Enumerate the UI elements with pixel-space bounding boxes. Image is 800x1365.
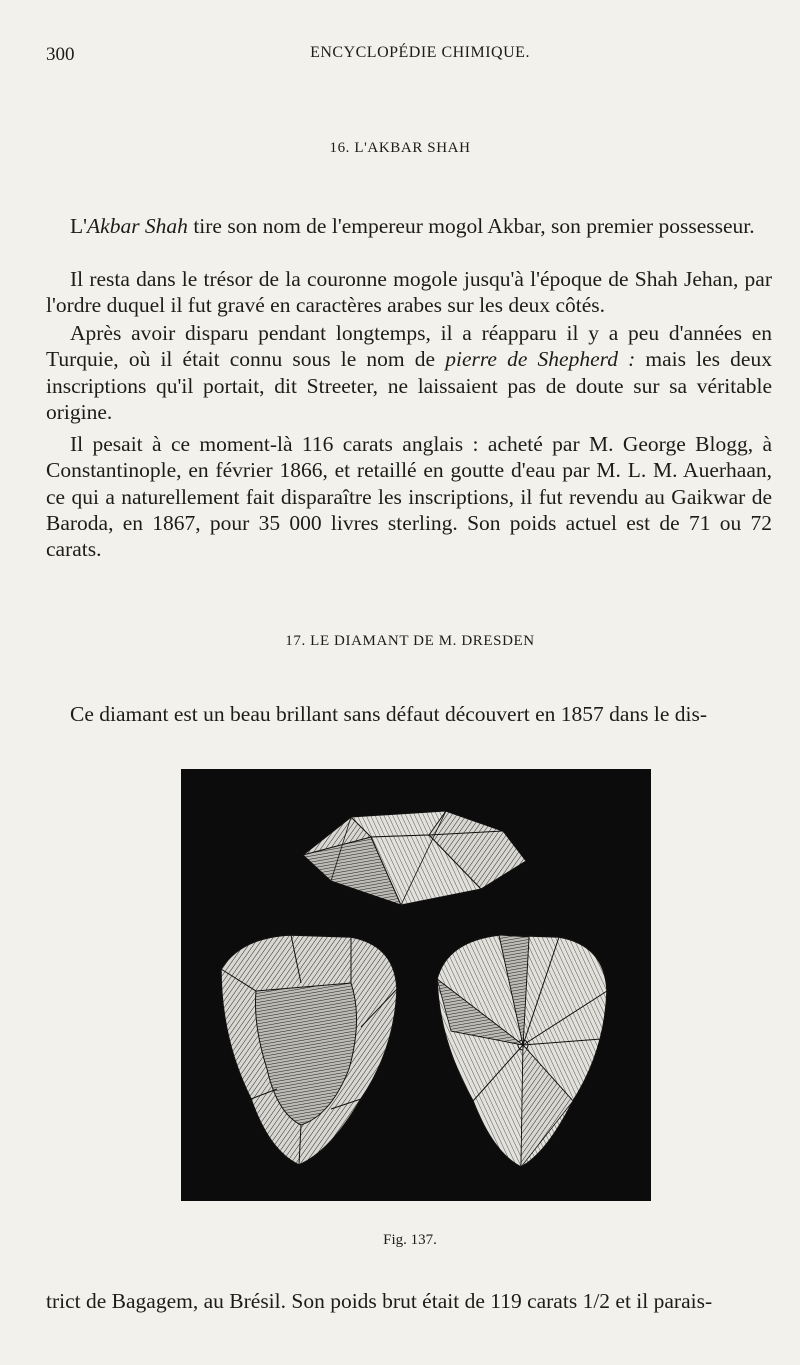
p3-after: mais les deux inscriptions qu'il portait, dit Streeter, ne laissaient pas de doute sur sa véritable origine. <box>46 347 772 424</box>
diamond-back-view <box>437 935 607 1167</box>
diamond-front-view <box>221 935 397 1165</box>
section-16-paragraph-3 <box>46 320 772 425</box>
section-16-paragraph-2: Il resta dans le trésor de la couronne mogole jusqu'à l'époque de Shah Jehan, par l'ordre duquel il fut gravé en caractères arabes sur les deux côtés. <box>46 267 772 318</box>
section-17-title: 17. LE DIAMANT DE M. DRESDEN <box>285 633 535 649</box>
running-title: ENCYCLOPÉDIE CHIMIQUE. <box>310 44 530 61</box>
section-16-paragraph-4: Il pesait à ce moment-là 116 carats anglais : acheté par M. George Blogg, à Constantinople, en février 1866, et retaillé en goutte d'eau par M. L. M. Auerhaan, ce qui a naturellement fait disparaître les inscriptions, il fut revendu au Gaikwar de Baroda, en 1867, pour 35 000 livres sterling. Son poids actuel est de 71 ou 72 carats. <box>46 432 772 562</box>
diamond-engraving <box>181 769 651 1201</box>
section-17-paragraph-2: trict de Bagagem, au Brésil. Son poids brut était de 119 carats 1/2 et il parais- <box>46 1289 713 1313</box>
p1-prefix: L' <box>70 214 88 238</box>
section-17-paragraph-1: Ce diamant est un beau brillant sans défaut découvert en 1857 dans le dis- <box>70 702 708 726</box>
diamond-engraving-figure <box>181 769 651 1201</box>
page-number: 300 <box>46 44 75 65</box>
section-16-paragraph-1 <box>46 213 772 239</box>
p3-before: Après avoir disparu pendant longtemps, il a réapparu il y a peu d'années en Turquie, où il était connu sous le nom de <box>46 321 772 372</box>
section-16-title: 16. L'AKBAR SHAH <box>329 140 471 156</box>
pierre-de-shepherd-italic: pierre de Shepherd : <box>445 347 636 372</box>
p1-rest: tire son nom de l'empereur mogol Akbar, son premier possesseur. <box>187 214 755 238</box>
figure-caption: Fig. 137. <box>383 1232 437 1248</box>
diamond-side-view <box>303 811 526 905</box>
akbar-shah-italic: Akbar Shah <box>87 214 188 238</box>
